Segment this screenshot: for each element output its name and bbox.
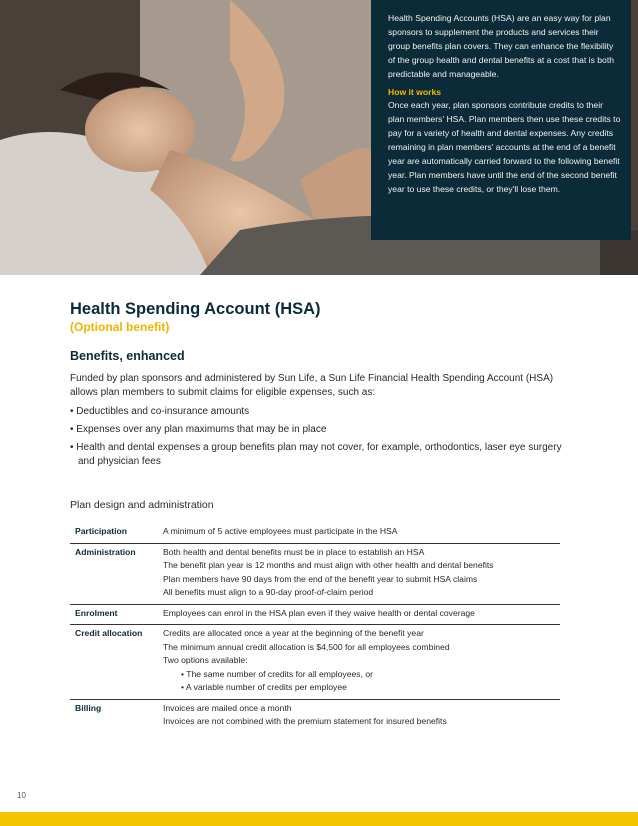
row-value: Invoices are not combined with the premium statement for insured benefits	[163, 716, 447, 726]
list-item: • Expenses over any plan maximums that may be in place	[70, 423, 570, 437]
list-item: • Deductibles and co-insurance amounts	[70, 405, 570, 419]
row-value: The benefit plan year is 12 months and must align with other health and dental benefits	[163, 560, 494, 570]
page-subtitle: (Optional benefit)	[70, 320, 170, 334]
callout-intro: Health Spending Accounts (HSA) are an easy way for plan sponsors to supplement the products and services their group benefits plan covers. They can enhance the flexibility of the group health and dental benefits at a cost that is both predictable and manageable.	[388, 13, 614, 79]
row-value: Credits are allocated once a year at the beginning of the benefit year	[163, 628, 424, 638]
row-value: Employees can enrol in the HSA plan even if they waive health or dental coverage	[163, 607, 475, 618]
row-label: Billing	[75, 702, 102, 713]
row-label: Participation	[75, 526, 128, 536]
section-heading: Benefits, enhanced	[70, 349, 185, 363]
row-label: Administration	[75, 546, 136, 557]
row-value: • A variable number of credits per employee	[181, 682, 347, 692]
plan-design-table	[70, 523, 560, 733]
row-value: A minimum of 5 active employees must participate in the HSA	[163, 526, 398, 536]
list-item: • Health and dental expenses a group benefits plan may not cover, for example, orthodontics, laser eye surgery and physician fees	[70, 441, 570, 469]
table-row	[70, 625, 560, 700]
row-label: Enrolment	[75, 607, 118, 618]
footer-bar	[0, 812, 638, 826]
row-value: Invoices are mailed once a month	[163, 702, 292, 713]
row-label: Credit allocation	[75, 628, 143, 638]
hsa-callout-box	[371, 0, 631, 240]
row-value: The minimum annual credit allocation is $4,500 for all employees combined	[163, 641, 450, 652]
how-it-works-text: Once each year, plan sponsors contribute credits to their plan members' HSA. Plan members then use these credits to pay for a variety of health and dental expenses. Any credits remaining in plan members' accounts at the end of a benefit year are automatically carried forward to the following benefit year. Plan members have until the end of the second benefit year to use these credits, or they'll lose them.	[388, 100, 621, 194]
row-value: Both health and dental benefits must be in place to establish an HSA	[163, 546, 425, 557]
how-it-works-heading: How it works	[388, 86, 442, 97]
page-number: 10	[17, 791, 26, 800]
table-row	[70, 605, 560, 626]
eligible-expenses-list	[70, 405, 570, 473]
row-value: • The same number of credits for all employees, or	[181, 668, 373, 679]
row-value: All benefits must align to a 90-day proof-of-claim period	[163, 587, 374, 597]
table-row	[70, 544, 560, 605]
row-value: Two options available:	[163, 655, 248, 665]
table-row	[70, 523, 560, 544]
page-title: Health Spending Account (HSA)	[70, 300, 321, 318]
hero-image	[0, 0, 638, 275]
plan-design-heading: Plan design and administration	[70, 499, 214, 511]
table-row	[70, 700, 560, 733]
intro-paragraph: Funded by plan sponsors and administered by Sun Life, a Sun Life Financial Health Spending Account (HSA) allows plan members to submit claims for eligible expenses, such as:	[70, 373, 554, 398]
row-value: Plan members have 90 days from the end of the benefit year to submit HSA claims	[163, 573, 478, 584]
